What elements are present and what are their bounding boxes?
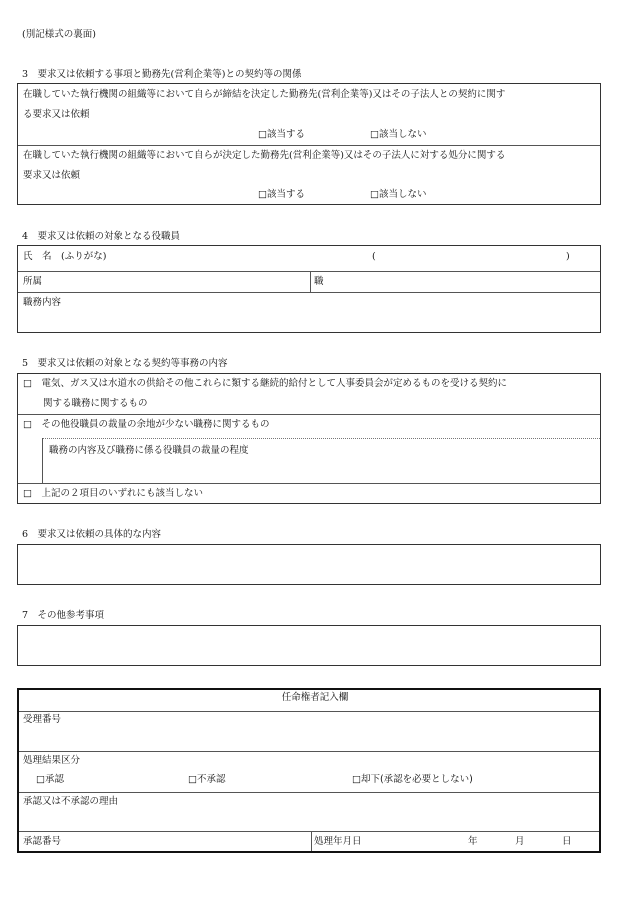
s3-row1-applicable-checkbox[interactable]: □該当する (258, 129, 305, 140)
s3-row2-text-line1: 在職していた執行機関の組織等において自らが決定した勤務先(営利企業等)又はその子法人に対する処分に関する (23, 150, 506, 161)
s5-item1-line2: 関する職務に関するもの (43, 398, 148, 409)
s5-sub-vertical (42, 438, 43, 483)
s5-divider-1 (18, 414, 600, 415)
appointer-title: 任命権者記入欄 (281, 692, 349, 703)
s3-row2-text-line2: 要求又は依頼 (23, 170, 81, 181)
appointer-divider-4 (19, 831, 599, 832)
s5-item3[interactable]: □ 上記の２項目のいずれにも該当しない (23, 488, 203, 499)
section-7-input-box[interactable] (17, 625, 601, 666)
s4-position-label: 職 (314, 276, 324, 287)
appointer-table (17, 688, 601, 853)
year-label: 年 (468, 836, 478, 847)
s5-item2-sub-label: 職務の内容及び職務に係る役職員の裁量の程度 (49, 445, 249, 456)
s4-divider-1 (18, 271, 600, 272)
s4-divider-2 (18, 292, 600, 293)
s4-paren-close: ) (566, 251, 570, 262)
section-7-heading: 7 その他参考事項 (22, 610, 105, 621)
s3-row1-not-applicable-checkbox[interactable]: □該当しない (370, 129, 427, 140)
approval-number-label: 承認番号 (23, 836, 62, 847)
processing-date-label: 処理年月日 (314, 836, 362, 847)
s4-paren-open: ( (372, 251, 376, 262)
reason-label: 承認又は不承認の理由 (23, 796, 119, 807)
s3-row1-text-line2: る要求又は依頼 (23, 109, 90, 120)
appointer-divider-1 (19, 711, 599, 712)
appointer-divider-2 (19, 751, 599, 752)
s3-row2-applicable-checkbox[interactable]: □該当する (258, 189, 305, 200)
approve-checkbox[interactable]: □承認 (36, 774, 64, 785)
section-3-divider (18, 145, 600, 146)
s4-name-label: 氏 名 (ふりがな) (23, 251, 107, 262)
receipt-number-label: 受理番号 (23, 714, 62, 725)
section-5-table (17, 373, 601, 504)
section-4-heading: 4 要求又は依頼の対象となる役職員 (22, 231, 181, 242)
s3-row1-text-line1: 在職していた執行機関の組織等において自らが締結を決定した勤務先(営利企業等)又はその子法人との契約に関す (23, 89, 506, 100)
page-label: (別記様式の裏面) (22, 29, 96, 40)
section-5-heading: 5 要求又は依頼の対象となる契約等事務の内容 (22, 358, 228, 369)
s5-item1-line1[interactable]: □ 電気、ガス又は水道水の供給その他これらに類する継続的給付として人事委員会が定めるものを受ける契約に (23, 378, 507, 389)
s5-divider-2 (18, 483, 600, 484)
section-3-heading: 3 要求又は依頼する事項と勤務先(営利企業等)との契約等の関係 (22, 69, 302, 80)
result-category-label: 処理結果区分 (23, 755, 81, 766)
appointer-divider-3 (19, 792, 599, 793)
s3-row2-not-applicable-checkbox[interactable]: □該当しない (370, 189, 427, 200)
section-3-table (17, 83, 601, 205)
s5-dotted-divider (42, 438, 600, 439)
reject-checkbox[interactable]: □却下(承認を必要としない) (352, 774, 473, 785)
s5-item2[interactable]: □ その他役職員の裁量の余地が少ない職務に関するもの (23, 419, 270, 430)
month-label: 月 (515, 836, 525, 847)
section-6-input-box[interactable] (17, 544, 601, 585)
day-label: 日 (562, 836, 572, 847)
s4-vertical-divider (310, 271, 311, 292)
appointer-vertical-divider (311, 831, 312, 851)
s4-affiliation-label: 所属 (23, 276, 43, 287)
section-6-heading: 6 要求又は依頼の具体的な内容 (22, 529, 162, 540)
s4-duties-label: 職務内容 (23, 297, 62, 308)
disapprove-checkbox[interactable]: □不承認 (188, 774, 226, 785)
